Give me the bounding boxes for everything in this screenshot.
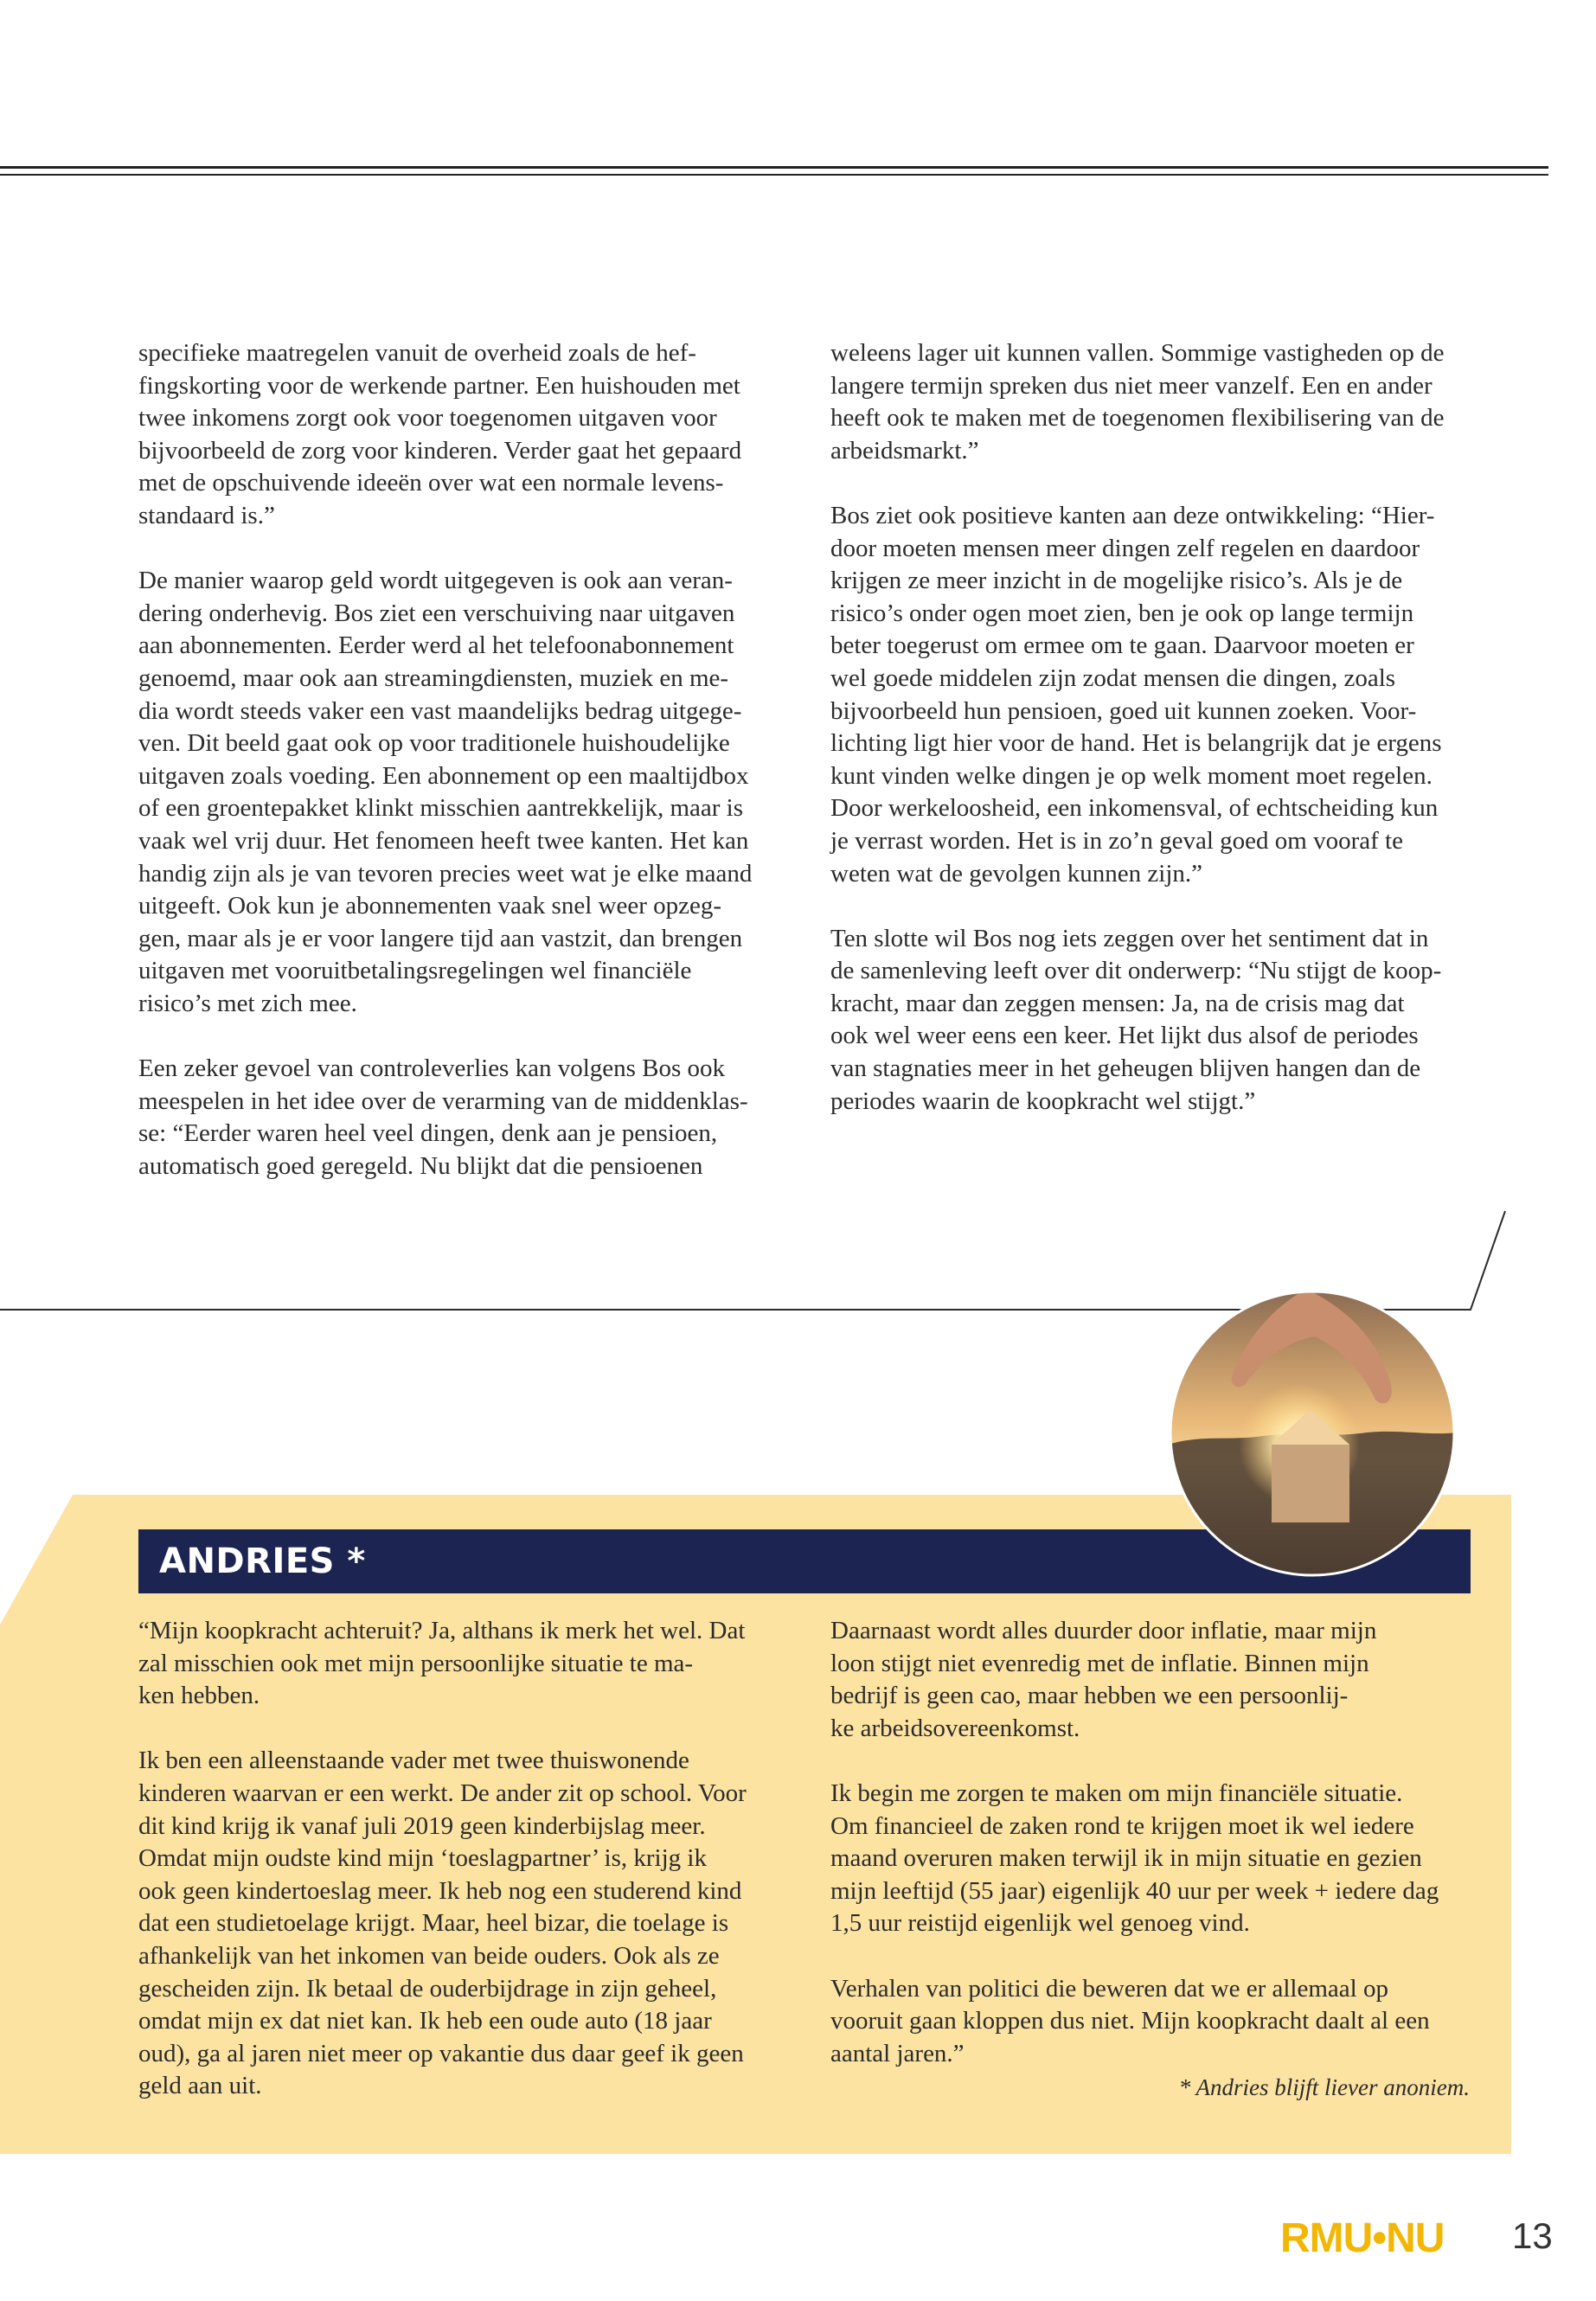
sidebar-right-paragraph-3: Verhalen van politici die beweren dat we er allemaal op vooruit gaan kloppen dus niet. Mijn koopkracht daalt al een aantal jaren.” [830,1974,1430,2067]
sidebar-right-paragraph-2: Ik begin me zorgen te maken om mijn financiële situatie. Om financieel de zaken rond te krijgen moet ik wel iedere maand overuren maken terwijl ik in mijn situatie en gezien mijn leeftijd (55 jaar) eigenlijk 40 uur per week + iedere dag 1,5 uur reistijd eigenlijk wel genoeg vind. [830,1779,1439,1938]
article-right-column [830,337,1488,1118]
rmu-nu-logo: RMU•NU [1280,2215,1445,2261]
article-left-paragraph-2: De manier waarop geld wordt uitgegeven is ook aan veran- dering onderhevig. Bos ziet een verschuiving naar uitgaven aan abonnementen. Eerder werd al het telefoonabonnement genoemd, maar ook aan streamingdiensten, muziek en me- dia wordt steeds vaker een vast maandelijks bedrag uitgege- ven. Dit beeld gaat ook op voor traditionele huishoudelijke uitgaven zoals voeding. Een abonnement op een maaltijdbox of een groentepakket klinkt misschien aantrekkelijk, maar is vaak wel vrij duur. Het fenomeen heeft twee kanten. Het kan handig zijn als je van tevoren precies weet wat je elke maand uitgeeft. Ook kun je abonnementen vaak snel weer opzeg- gen, maar als je er voor langere tijd aan vastzit, dan brengen uitgaven met vooruitbetalingsregelingen wel financiële risico’s met zich mee. [138,567,753,1017]
header-rule-thin [0,174,1548,176]
sidebar-right-column [830,1615,1488,2070]
sidebar-title: ANDRIES * [159,1541,366,1581]
article-right-paragraph-2: Bos ziet ook positieve kanten aan deze ontwikkeling: “Hier- door moeten mensen meer dingen zelf regelen en daardoor krijgen ze meer inzicht in de mogelijke risico’s. Als je de risico’s onder ogen moet zien, ben je ook op lange termijn beter toegerust om ermee om te gaan. Daarvoor moeten er wel goede middelen zijn zodat mensen die dingen, zoals bijvoorbeeld hun pensioen, goed uit kunnen zoeken. Voor- lichting ligt hier voor de hand. Het is belangrijk dat je ergens kunt vinden welke dingen je op welk moment moet regelen. Door werkeloosheid, een inkomensval, of echtscheiding kun je verrast worden. Het is in zo’n geval goed om vooraf te weten wat de gevolgen kunnen zijn.” [830,501,1442,888]
article-right-paragraph-1: weleens lager uit kunnen vallen. Sommige vastigheden op de langere termijn spreken dus niet meer vanzelf. Een en ander heeft ook te maken met de toegenomen flexibilisering van de arbeidsmarkt.” [830,339,1445,465]
sidebar-footnote: * Andries blijft liever anoniem. [1178,2074,1470,2100]
house-sunset-photo [1168,1289,1457,1578]
article-left-column [138,337,796,1183]
article-left-paragraph-1: specifieke maatregelen vanuit de overheid zoals de hef- fingskorting voor de werkende partner. Een huishouden met twee inkomens zorgt ook voor toegenomen uitgaven voor bijvoorbeeld de zorg voor kinderen. Verder gaat het gepaard met de opschuivende ideeën over wat een normale levens- standaard is.” [138,339,742,529]
article-right-paragraph-3: Ten slotte wil Bos nog iets zeggen over het sentiment dat in de samenleving leeft over dit onderwerp: “Nu stijgt de koop- kracht, maar dan zeggen mensen: Ja, na de crisis mag dat ook wel weer eens een keer. Het lijkt dus alsof de periodes van stagnaties meer in het geheugen blijven hangen dan de periodes waarin de koopkracht wel stijgt.” [830,924,1442,1115]
sidebar-right-paragraph-1: Daarnaast wordt alles duurder door inflatie, maar mijn loon stijgt niet evenredig met de inflatie. Binnen mijn bedrijf is geen cao, maar hebben we een persoonlij- ke arbeidsovereenkomst. [830,1617,1377,1742]
sidebar-left-paragraph-2: Ik ben een alleenstaande vader met twee thuiswonende kinderen waarvan er een werkt. De ander zit op school. Voor dit kind krijg ik vanaf juli 2019 geen kinderbijslag meer. Omdat mijn oudste kind mijn ‘toeslagpartner’ is, krijg ik ook geen kindertoeslag meer. Ik heb nog een studerend kind dat een studietoelage krijgt. Maar, heel bizar, die toelage is afhankelijk van het inkomen van beide ouders. Ook als ze gescheiden zijn. Ik betaal de ouderbijdrage in zijn geheel, omdat mijn ex dat niet kan. Ik heb een oude auto (18 jaar oud), ga al jaren niet meer op vakantie dus daar geef ik geen geld aan uit. [138,1747,747,2100]
sidebar-left-column [138,1615,796,2103]
page-number: 13 [1512,2215,1553,2256]
sidebar-left-paragraph-1: “Mijn koopkracht achteruit? Ja, althans ik merk het wel. Dat zal misschien ook met mijn persoonlijke situatie te ma- ken hebben. [138,1617,746,1710]
header-rule-thick [0,166,1548,169]
article-left-paragraph-3: Een zeker gevoel van controleverlies kan volgens Bos ook meespelen in het idee over de verarming van de middenklas- se: “Eerder waren heel veel dingen, denk aan je pensioen, automatisch goed geregeld. Nu blijkt dat die pensioenen [138,1054,748,1180]
